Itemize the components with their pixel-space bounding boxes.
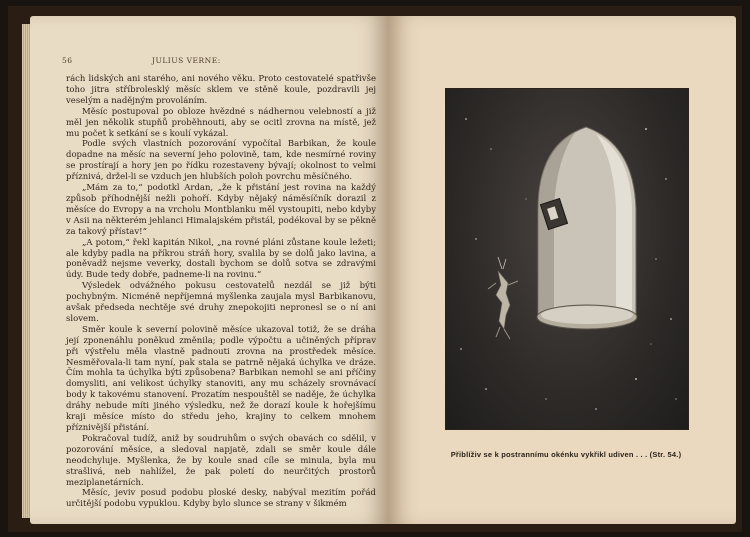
paragraph: „A potom,“ řekl kapitán Nikol, „na rovné pláni zůstane koule ležeti; ale kdyby padla na příkrou stráň hory, svalila by se dolů jako lavina, a poněvadž nejsme veverky, dostali bychom se dolů sotva se zdravými údy. Bude tedy dobře, padneme-li na rovinu.“ [66,237,376,281]
paragraph: „Mám za to,“ podotkl Ardan, „že k přistání jest rovina na každý způsob příhodnější nežli pohoří. Kdyby nějaký náměsíčník dorazil z měsíce do Evropy a na vrcholu Montblanku měl vystoupiti, nebo kdyby v Asii na některém jehlanci Himalajském přistál, podékoval by se pěkně za takový přístav!“ [66,183,376,237]
engraving-svg [446,89,688,429]
book-spread [8,6,742,532]
paragraph: Měsíc, jeviv posud podobu ploské desky, nabýval mezitím pořád určitější podobu vypuklou. Kdyby bylo slunce se strany v šikmém [66,488,376,510]
paragraph: Měsíc postupoval po obloze hvězdné s nádhernou velebností a již měl jen několik stupňů proběhnouti, aby se ocitl zrovna na místě, jež mu počet k setkání se s koulí vykázal. [66,106,376,139]
paragraph: rách lidských ani starého, ani nového věku. Proto cestovatelé spatřivše toho jitra stříbrolesklý měsíc sklem ve stěně koule, pozdravili jej veselým a nadějným provoláním. [66,74,376,106]
right-page [388,16,736,524]
body-text [66,74,376,510]
paragraph: Výsledek odvážného pokusu cestovatelů nezdál se již býti pochybným. Nicméně nepříjemná myšlenka zaujala mysl Barbikanovu, avšak předseda nechtěje své druhy znepokojiti nepronesl se o ní ani slovem. [66,281,376,324]
floating-figure [496,271,510,329]
running-head: JULIUS VERNE: [152,56,221,65]
left-page [30,16,388,524]
illustration-caption: Přiblíživ se k postrannímu okénku vykřikl udiven . . . (Str. 54.) [450,450,682,459]
page-number: 56 [62,56,73,65]
paragraph: Pokračoval tudíž, aniž by soudruhům o svých obavách co sdělil, v pozorování měsíce, a sledoval napjatě, zdali se směr koule dále neodchyluje. Myšlenka, že by koule snad cíle se minula, byla mu strašlivá, neb nahlížel, že pak poletí do neurčitých prostorů meziplanetárních. [66,433,376,488]
paragraph: Směr koule k severní polovině měsíce ukazoval totiž, že se dráha její zponenáhlu poněkud změnila; podle výpočtu a učiněných příprav při výstřelu měla vlastně padnouti zrovna na prostředek měsíce. Nesměřovala-li tam nyní, pak stala se patrně nějaká úchylka ve dráze. Čím mohla ta úchylka býti způsobena? Barbikan nemohl se ani příčiny domysliti, ani velikost úchylky stanoviti, any mu scházely srovnávací body k takovému stanovení. Prozatím nespouštěl se naděje, že úchylka dráhy nebude míti jiného výsledku, než že dorazí koule k hořejšímu kraji měsíce místo do středu jeho, krajiny to celkem mnohem příznivější přistání. [66,324,376,433]
projectile-illustration [445,88,689,430]
paragraph: Podle svých vlastních pozorování vypočítal Barbikan, že koule dopadne na měsíc na severní jeho polovině, tam, kde nesmírné roviny se prostírají a hory jen po řídku rozestaveny bývají; okolnost to velmi příznivá, držel-li se vzduch jen hlubších poloh povrchu měsíčného. [66,139,376,183]
